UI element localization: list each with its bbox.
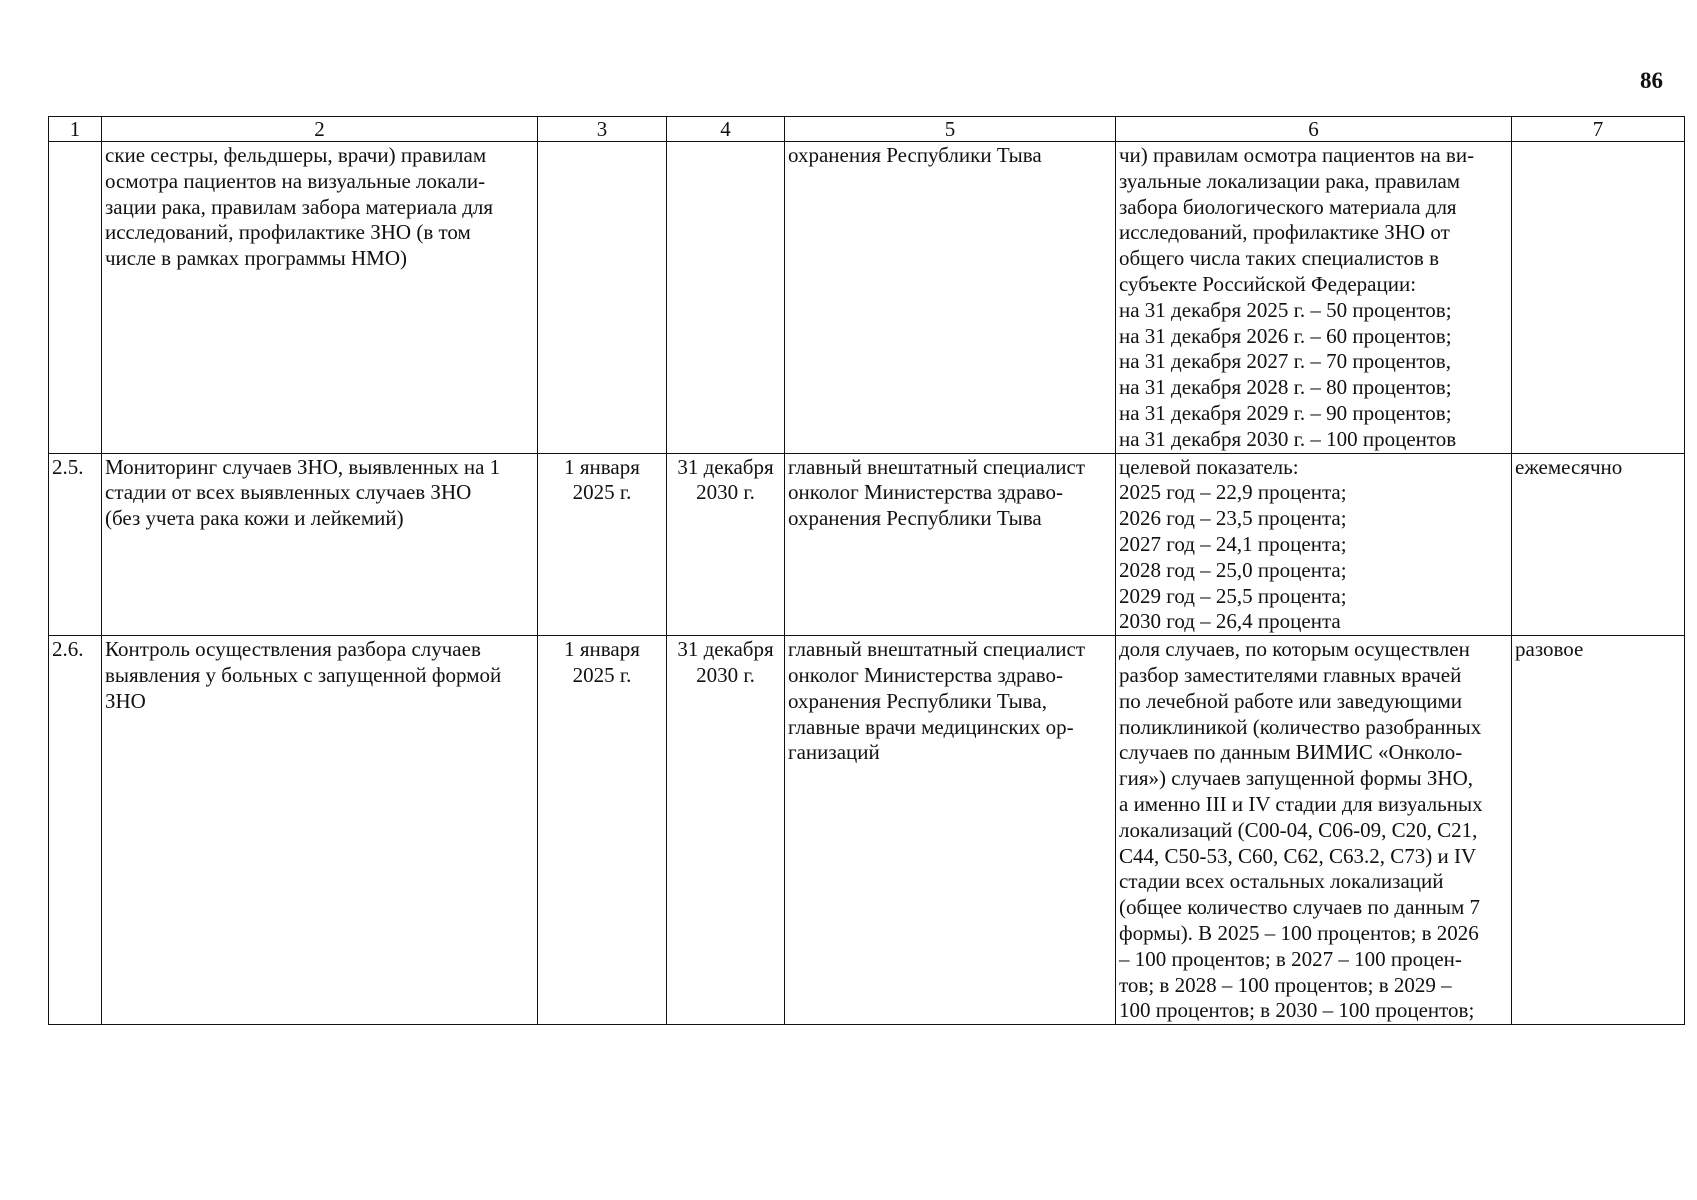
start-date-line: 2025 г.	[572, 480, 632, 505]
plan-table	[48, 116, 1685, 1025]
start-date-cell	[538, 453, 667, 636]
end-date-line: 31 декабря	[677, 454, 774, 479]
description-line: Контроль осуществления разбора случаев	[105, 637, 481, 662]
description-line: (без учета рака кожи и лейкемий)	[105, 506, 404, 531]
column-header: 6	[1116, 117, 1512, 142]
start-date-line: 1 января	[564, 637, 640, 662]
indicator-line: формы). В 2025 – 100 процентов; в 2026	[1119, 920, 1479, 945]
indicator-line: на 31 декабря 2028 г. – 80 процентов;	[1119, 375, 1452, 400]
indicator-line: а именно III и IV стадии для визуальных	[1119, 791, 1483, 816]
responsible-line: онколог Министерства здраво-	[788, 480, 1064, 505]
end-date-line: 2030 г.	[696, 480, 755, 505]
page-number: 86	[1640, 68, 1663, 93]
indicator-line: разбор заместителями главных врачей	[1119, 662, 1462, 687]
indicator-line: 2025 год – 22,9 процента;	[1119, 480, 1347, 505]
item-number-cell: 2.5.	[49, 453, 102, 636]
indicator-line: зуальные локализации рака, правилам	[1119, 168, 1461, 193]
start-date-line: 2025 г.	[572, 662, 632, 687]
indicator-line: локализаций (С00-04, С06-09, С20, С21,	[1119, 817, 1478, 842]
indicator-cell	[1116, 142, 1512, 454]
description-line: числе в рамках программы НМО)	[105, 246, 408, 271]
indicator-line: на 31 декабря 2027 г. – 70 процентов,	[1119, 349, 1451, 374]
description-line: осмотра пациентов на визуальные локали-	[105, 168, 486, 193]
frequency-cell: ежемесячно	[1512, 453, 1685, 636]
table-row	[49, 142, 1685, 454]
description-cell	[102, 453, 538, 636]
indicator-line: случаев по данным ВИМИС «Онколо-	[1119, 740, 1463, 765]
indicator-line: на 31 декабря 2025 г. – 50 процентов;	[1119, 297, 1452, 322]
indicator-line: на 31 декабря 2030 г. – 100 процентов	[1119, 426, 1457, 451]
indicator-line: субъекте Российской Федерации:	[1119, 271, 1417, 296]
column-header: 1	[49, 117, 102, 142]
end-date-line: 31 декабря	[677, 637, 774, 662]
responsible-cell	[785, 636, 1116, 1025]
responsible-line: охранения Республики Тыва,	[788, 688, 1047, 713]
end-date-cell	[667, 142, 785, 454]
indicator-line: чи) правилам осмотра пациентов на ви-	[1119, 143, 1475, 167]
description-line: стадии от всех выявленных случаев ЗНО	[105, 480, 472, 505]
indicator-line: 100 процентов; в 2030 – 100 процентов;	[1119, 998, 1475, 1023]
indicator-cell	[1116, 453, 1512, 636]
item-number-cell: 2.6.	[49, 636, 102, 1025]
table-row	[49, 636, 1685, 1025]
column-header: 3	[538, 117, 667, 142]
description-line: Мониторинг случаев ЗНО, выявленных на 1	[105, 454, 501, 479]
indicator-line: С44, С50-53, С60, С62, С63.2, С73) и IV	[1119, 843, 1477, 868]
responsible-line: главный внештатный специалист	[788, 454, 1086, 479]
indicator-line: общего числа таких специалистов в	[1119, 246, 1440, 271]
responsible-line: ганизаций	[788, 740, 880, 765]
indicator-line: на 31 декабря 2026 г. – 60 процентов;	[1119, 323, 1452, 348]
indicator-line: стадии всех остальных локализаций	[1119, 869, 1444, 894]
responsible-line: главные врачи медицинских ор-	[788, 714, 1074, 739]
indicator-line: 2029 год – 25,5 процента;	[1119, 583, 1347, 608]
frequency-cell	[1512, 142, 1685, 454]
description-line: зации рака, правилам забора материала для	[105, 194, 494, 219]
column-header: 5	[785, 117, 1116, 142]
description-line: ские сестры, фельдшеры, врачи) правилам	[105, 143, 487, 167]
indicator-line: тов; в 2028 – 100 процентов; в 2029 –	[1119, 972, 1452, 997]
item-number-cell	[49, 142, 102, 454]
responsible-cell	[785, 142, 1116, 454]
indicator-line: – 100 процентов; в 2027 – 100 процен-	[1119, 946, 1462, 971]
indicator-line: забора биологического материала для	[1119, 194, 1457, 219]
column-header: 7	[1512, 117, 1685, 142]
start-date-line: 1 января	[564, 454, 640, 479]
indicator-line: 2027 год – 24,1 процента;	[1119, 531, 1347, 556]
description-line: ЗНО	[105, 688, 146, 713]
indicator-line: 2028 год – 25,0 процента;	[1119, 557, 1347, 582]
indicator-line: поликлиникой (количество разобранных	[1119, 714, 1482, 739]
end-date-line: 2030 г.	[696, 662, 755, 687]
indicator-line: по лечебной работе или заведующими	[1119, 688, 1463, 713]
end-date-cell	[667, 636, 785, 1025]
start-date-cell	[538, 636, 667, 1025]
responsible-line: онколог Министерства здраво-	[788, 662, 1064, 687]
indicator-line: доля случаев, по которым осуществлен	[1119, 637, 1470, 662]
responsible-line: главный внештатный специалист	[788, 637, 1086, 662]
indicator-line: целевой показатель:	[1119, 454, 1299, 479]
indicator-line: гия») случаев запущенной формы ЗНО,	[1119, 766, 1473, 791]
indicator-line: 2026 год – 23,5 процента;	[1119, 506, 1347, 531]
table-row	[49, 453, 1685, 636]
description-cell	[102, 142, 538, 454]
indicator-line: на 31 декабря 2029 г. – 90 процентов;	[1119, 400, 1452, 425]
description-line: выявления у больных с запущенной формой	[105, 662, 502, 687]
end-date-cell	[667, 453, 785, 636]
column-header: 4	[667, 117, 785, 142]
indicator-cell	[1116, 636, 1512, 1025]
indicator-line: (общее количество случаев по данным 7	[1119, 895, 1481, 920]
frequency-cell: разовое	[1512, 636, 1685, 1025]
indicator-line: 2030 год – 26,4 процента	[1119, 609, 1341, 634]
responsible-cell	[785, 453, 1116, 636]
column-header: 2	[102, 117, 538, 142]
start-date-cell	[538, 142, 667, 454]
responsible-line: охранения Республики Тыва	[788, 143, 1042, 167]
description-cell	[102, 636, 538, 1025]
indicator-line: исследований, профилактике ЗНО от	[1119, 220, 1450, 245]
header-row	[49, 117, 1685, 142]
description-line: исследований, профилактике ЗНО (в том	[105, 220, 471, 245]
responsible-line: охранения Республики Тыва	[788, 506, 1042, 531]
